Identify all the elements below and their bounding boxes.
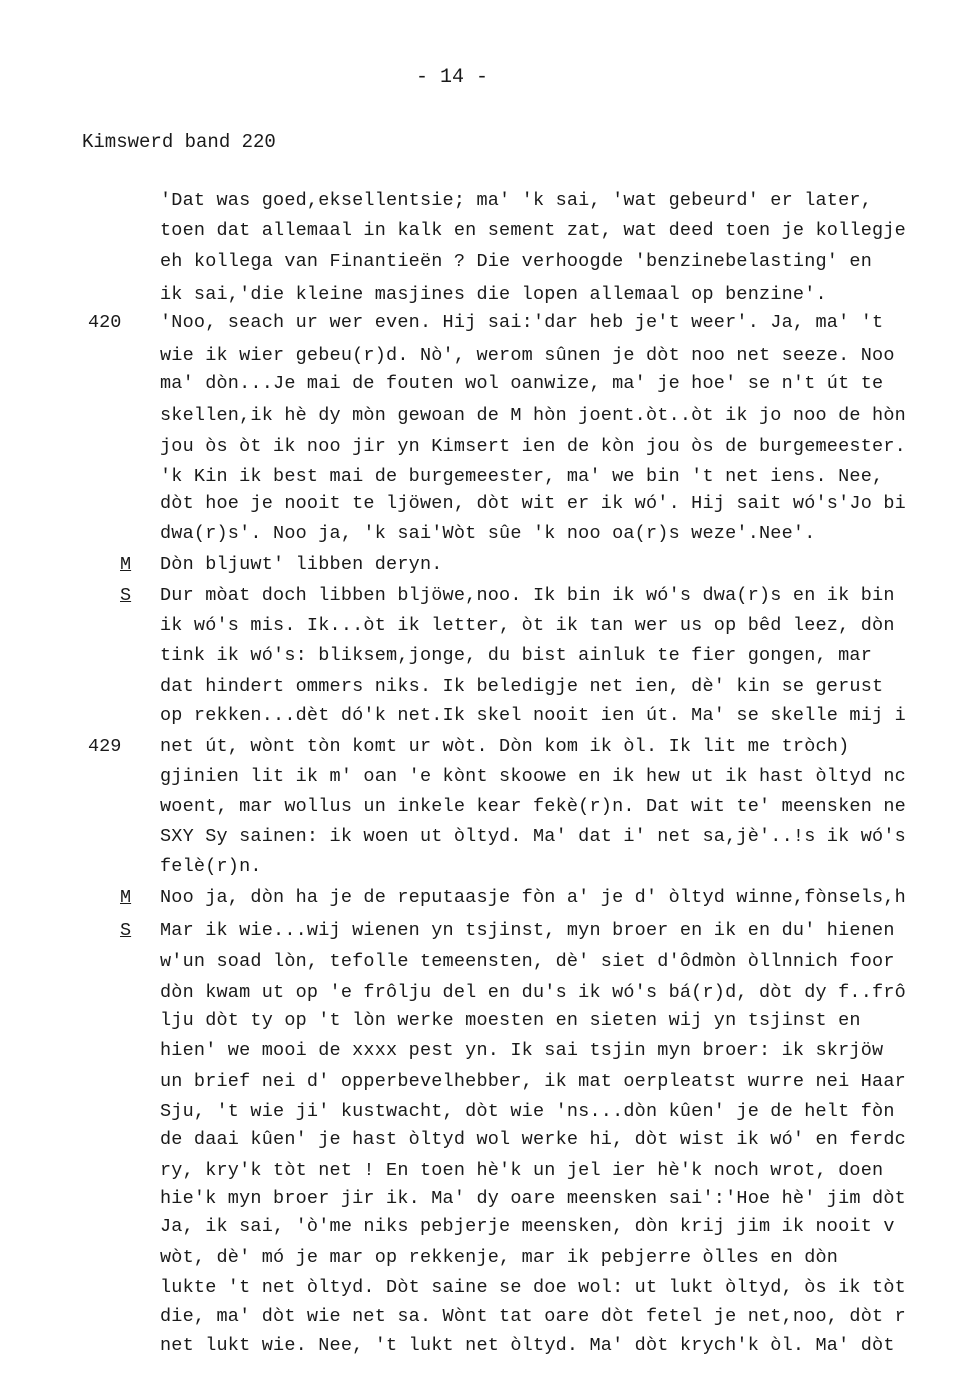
text-line: Noo ja, dòn ha je de reputaasje fòn a' je d' òltyd winne,fònsels,h	[160, 887, 906, 908]
text-line: net lukt wie. Nee, 't lukt net òltyd. Ma' dòt krych'k òl. Ma' dòt	[160, 1335, 895, 1356]
text-line: lukte 't net òltyd. Dòt saine se doe wol: ut lukt òltyd, òs ik tòt	[160, 1277, 906, 1298]
text-line: dòt hoe je nooit te ljöwen, dòt wit er ik wó'. Hij sait wó's'Jo bi	[160, 493, 906, 514]
text-line: wòt, dè' mó je mar op rekkenje, mar ik pebjerre òlles en dòn	[160, 1247, 839, 1268]
text-line: ma' dòn...Je mai de fouten wol oanwize, ma' je hoe' se n't út te	[160, 373, 884, 394]
text-line: Ja, ik sai, 'ò'me niks pebjerje meensken, dòn krij jim ik nooit v	[160, 1216, 895, 1237]
text-line: SXY Sy sainen: ik woen ut òltyd. Ma' dat i' net sa,jè'..!s ik wó's	[160, 826, 906, 847]
text-line: gjinien lit ik m' oan 'e kònt skoowe en ik hew ut ik hast òltyd nc	[160, 766, 906, 787]
text-line: dòn kwam ut op 'e frôlju del en du's ik wó's bá(r)d, dòt dy f..frô	[160, 982, 906, 1003]
line-number-429: 429	[88, 736, 122, 757]
text-line: jou òs òt ik noo jir yn Kimsert ien de kòn jou òs de burgemeester.	[160, 436, 906, 457]
text-line: felè(r)n.	[160, 856, 262, 877]
text-line: hien' we mooi de xxxx pest yn. Ik sai tsjin myn broer: ik skrjöw	[160, 1040, 884, 1061]
text-line: Dòn bljuwt' libben deryn.	[160, 554, 443, 575]
text-line: dat hindert ommers niks. Ik beledigje net ien, dè' kin se gerust	[160, 676, 884, 697]
text-line: Dur mòat doch libben bljöwe,noo. Ik bin ik wó's dwa(r)s en ik bin	[160, 585, 895, 606]
line-number-420: 420	[88, 312, 122, 333]
text-line: die, ma' dòt wie net sa. Wònt tat oare dòt fetel je net,noo, dòt r	[160, 1306, 906, 1327]
text-line: toen dat allemaal in kalk en sement zat, wat deed toen je kollegje	[160, 220, 906, 241]
speaker-marker-s: S	[120, 920, 132, 941]
text-line: dwa(r)s'. Noo ja, 'k sai'Wòt sûe 'k noo oa(r)s weze'.Nee'.	[160, 523, 816, 544]
text-line: wie ik wier gebeu(r)d. Nò', werom sûnen je dòt noo net seeze. Noo	[160, 345, 895, 366]
text-line: Sju, 't wie ji' kustwacht, dòt wie 'ns...dòn kûen' je de helt fòn	[160, 1101, 895, 1122]
text-line: ik wó's mis. Ik...òt ik letter, òt ik tan wer us op bêd leez, dòn	[160, 615, 895, 636]
text-line: 'Noo, seach ur wer even. Hij sai:'dar heb je't weer'. Ja, ma' 't	[160, 312, 884, 333]
page-number: - 14 -	[416, 66, 489, 89]
speaker-marker-m: M	[120, 887, 132, 908]
text-line: 'k Kin ik best mai de burgemeester, ma' we bin 't net iens. Nee,	[160, 466, 884, 487]
text-line: Mar ik wie...wij wienen yn tsjinst, myn broer en ik en du' hienen	[160, 920, 895, 941]
text-line: 'Dat was goed,eksellentsie; ma' 'k sai, 'wat gebeurd' er later,	[160, 190, 873, 211]
text-line: eh kollega van Finantieën ? Die verhoogde 'benzinebelasting' en	[160, 251, 873, 272]
text-line: net út, wònt tòn komt ur wòt. Dòn kom ik òl. Ik lit me tròch)	[160, 736, 850, 757]
text-line: tink ik wó's: bliksem,jonge, du bist ainluk te fier gongen, mar	[160, 645, 873, 666]
text-line: hie'k myn broer jir ik. Ma' dy oare meensken sai':'Hoe hè' jim dòt	[160, 1188, 906, 1209]
speaker-marker-s: S	[120, 585, 132, 606]
text-line: de daai kûen' je hast òltyd wol werke hi, dòt wist ik wó' en ferdc	[160, 1129, 906, 1150]
speaker-marker-m: M	[120, 554, 132, 575]
text-line: un brief nei d' opperbevelhebber, ik mat oerpleatst wurre nei Haar	[160, 1071, 906, 1092]
text-line: ry, kry'k tòt net ! En toen hè'k un jel ier hè'k noch wrot, doen	[160, 1160, 884, 1181]
text-line: lju dòt ty op 't lòn werke moesten en sieten wij yn tsjinst en	[160, 1010, 861, 1031]
text-line: ik sai,'die kleine masjines die lopen allemaal op benzine'.	[160, 284, 827, 305]
text-line: skellen,ik hè dy mòn gewoan de M hòn joent.òt..òt ik jo noo de hòn	[160, 405, 906, 426]
text-line: woent, mar wollus un inkele kear fekè(r)n. Dat wit te' meensken ne	[160, 796, 906, 817]
text-line: w'un soad lòn, tefolle temeensten, dè' siet d'ôdmòn òllnnich foor	[160, 951, 895, 972]
document-header: Kimswerd band 220	[82, 131, 276, 153]
text-line: op rekken...dèt dó'k net.Ik skel nooit ien út. Ma' se skelle mij i	[160, 705, 906, 726]
